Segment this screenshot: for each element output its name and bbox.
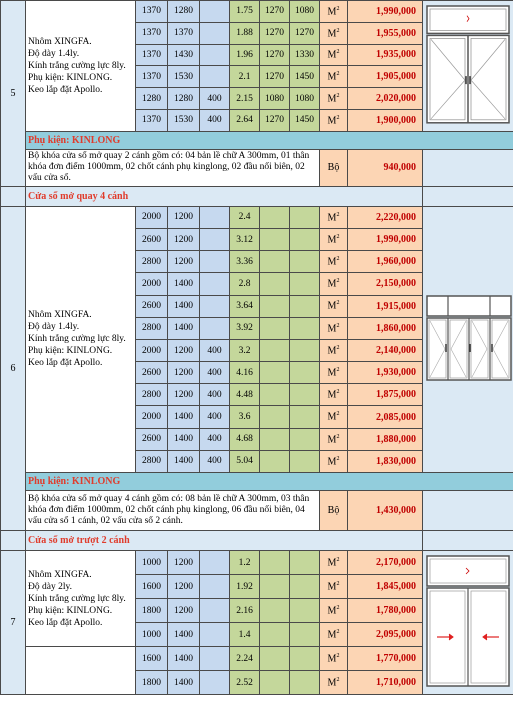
opening-height-cell: 1330 (290, 44, 320, 66)
unit-cell (320, 339, 348, 361)
height-cell: 1400 (168, 647, 200, 671)
width-cell: 2000 (136, 206, 168, 228)
unit-sup: 2 (336, 411, 340, 418)
unit-text: M (327, 389, 337, 401)
table-row (1, 1, 513, 23)
price-cell: 1,935,000 (348, 44, 423, 66)
unit-cell (320, 599, 348, 623)
area-cell: 3.92 (230, 317, 260, 339)
price-cell: 1,930,000 (348, 362, 423, 384)
price-cell: 2,170,000 (348, 551, 423, 575)
unit-sup: 2 (336, 676, 340, 683)
width-cell: 2800 (136, 251, 168, 273)
area-cell: 1.88 (230, 22, 260, 44)
description-line: Nhôm XINGFA. (28, 36, 92, 47)
unit-text: M (327, 93, 337, 105)
unit-sup: 2 (336, 652, 340, 659)
width-cell: 1600 (136, 647, 168, 671)
area-cell: 2.16 (230, 599, 260, 623)
unit-cell (320, 88, 348, 110)
depth-cell: 400 (200, 362, 230, 384)
width-cell: 2800 (136, 384, 168, 406)
description-line: Keo lắp đặt Apollo. (28, 617, 103, 628)
price-cell: 1,770,000 (348, 647, 423, 671)
width-cell: 1370 (136, 1, 168, 23)
opening-width-cell: 1270 (260, 1, 290, 23)
accessory-description: Bộ khóa cửa sổ mở quay 2 cánh gồm có: 04 bản lề chữ A 300mm, 01 thân khóa đơn điểm 1000mm, 02 chốt cánh phụ kinglong, 02 đầu nối biên, 02 vấu cửa sổ. (26, 149, 320, 186)
unit-sup: 2 (336, 300, 340, 307)
height-cell: 1200 (168, 206, 200, 228)
opening-height-cell (290, 599, 320, 623)
price-cell: 1,905,000 (348, 66, 423, 88)
unit-text: M (327, 234, 337, 246)
depth-cell (200, 251, 230, 273)
area-cell: 3.36 (230, 251, 260, 273)
opening-height-cell (290, 206, 320, 228)
depth-cell: 400 (200, 88, 230, 110)
accessory-title-row (1, 473, 513, 491)
opening-width-cell: 1270 (260, 109, 290, 131)
unit-text: M (327, 49, 337, 61)
width-cell: 2000 (136, 406, 168, 428)
height-cell: 1200 (168, 362, 200, 384)
width-cell: 1000 (136, 623, 168, 647)
price-cell: 1,830,000 (348, 450, 423, 472)
accessory-row (1, 149, 513, 186)
product-image (423, 206, 513, 472)
unit-sup: 2 (336, 322, 340, 329)
area-cell: 2.4 (230, 206, 260, 228)
opening-height-cell (290, 406, 320, 428)
price-cell: 1,960,000 (348, 251, 423, 273)
unit-text: M (327, 557, 337, 569)
opening-width-cell (260, 228, 290, 250)
width-cell: 1800 (136, 599, 168, 623)
section-image-cell (423, 531, 513, 551)
height-cell: 1200 (168, 339, 200, 361)
width-cell: 1000 (136, 551, 168, 575)
unit-text: M (327, 629, 337, 641)
area-cell: 4.68 (230, 428, 260, 450)
unit-text: M (327, 581, 337, 593)
depth-cell (200, 66, 230, 88)
opening-width-cell (260, 339, 290, 361)
unit-text: M (327, 433, 337, 445)
height-cell: 1430 (168, 44, 200, 66)
opening-height-cell (290, 647, 320, 671)
unit-text: M (327, 367, 337, 379)
unit-cell (320, 228, 348, 250)
accessory-unit: Bộ (320, 149, 348, 186)
price-cell: 1,780,000 (348, 599, 423, 623)
unit-cell (320, 317, 348, 339)
height-cell: 1200 (168, 551, 200, 575)
depth-cell: 400 (200, 339, 230, 361)
height-cell: 1200 (168, 384, 200, 406)
opening-width-cell (260, 671, 290, 695)
opening-width-cell: 1270 (260, 66, 290, 88)
opening-width-cell (260, 575, 290, 599)
unit-sup: 2 (336, 278, 340, 285)
depth-cell (200, 671, 230, 695)
section-image-cell (423, 186, 513, 206)
opening-width-cell (260, 317, 290, 339)
area-cell: 5.04 (230, 450, 260, 472)
unit-cell (320, 647, 348, 671)
unit-cell (320, 295, 348, 317)
depth-cell (200, 228, 230, 250)
unit-text: M (327, 677, 337, 689)
height-cell: 1400 (168, 317, 200, 339)
width-cell: 1370 (136, 66, 168, 88)
opening-height-cell (290, 362, 320, 384)
area-cell: 4.16 (230, 362, 260, 384)
opening-width-cell (260, 406, 290, 428)
depth-cell (200, 551, 230, 575)
height-cell: 1200 (168, 599, 200, 623)
product-image (423, 551, 513, 695)
unit-sup: 2 (336, 433, 340, 440)
row-number-empty (1, 531, 26, 551)
width-cell: 2600 (136, 295, 168, 317)
row-number: 5 (1, 1, 26, 187)
unit-text: M (327, 322, 337, 334)
price-cell: 2,140,000 (348, 339, 423, 361)
area-cell: 2.52 (230, 671, 260, 695)
width-cell: 2000 (136, 273, 168, 295)
unit-cell (320, 362, 348, 384)
unit-cell (320, 428, 348, 450)
product-description (26, 206, 136, 472)
opening-height-cell (290, 575, 320, 599)
description-line: Nhôm XINGFA. (28, 569, 92, 580)
area-cell: 2.8 (230, 273, 260, 295)
unit-text: M (327, 278, 337, 290)
area-cell: 3.2 (230, 339, 260, 361)
unit-sup: 2 (336, 389, 340, 396)
unit-sup: 2 (336, 556, 340, 563)
width-cell: 2000 (136, 339, 168, 361)
product-description (26, 551, 136, 647)
depth-cell: 400 (200, 428, 230, 450)
area-cell: 2.24 (230, 647, 260, 671)
unit-cell (320, 273, 348, 295)
area-cell: 1.96 (230, 44, 260, 66)
unit-cell (320, 551, 348, 575)
unit-sup: 2 (336, 92, 340, 99)
unit-text: M (327, 212, 337, 224)
description-line: Độ dày 2ly. (28, 581, 72, 592)
unit-text: M (327, 300, 337, 312)
opening-height-cell (290, 551, 320, 575)
price-cell: 1,860,000 (348, 317, 423, 339)
unit-cell (320, 623, 348, 647)
width-cell: 1800 (136, 671, 168, 695)
width-cell: 1600 (136, 575, 168, 599)
width-cell: 1370 (136, 22, 168, 44)
opening-height-cell (290, 671, 320, 695)
opening-height-cell: 1450 (290, 66, 320, 88)
unit-sup: 2 (336, 49, 340, 56)
accessory-image-cell (423, 149, 513, 186)
area-cell: 1.75 (230, 1, 260, 23)
opening-height-cell (290, 228, 320, 250)
width-cell: 2800 (136, 317, 168, 339)
height-cell: 1280 (168, 88, 200, 110)
description-line: Kính trắng cường lực 8ly. (28, 593, 126, 604)
section-title-row (1, 531, 513, 551)
depth-cell (200, 1, 230, 23)
opening-width-cell: 1270 (260, 44, 290, 66)
height-cell: 1400 (168, 623, 200, 647)
opening-height-cell: 1270 (290, 22, 320, 44)
unit-sup: 2 (336, 628, 340, 635)
unit-cell (320, 406, 348, 428)
opening-height-cell (290, 251, 320, 273)
height-cell: 1400 (168, 273, 200, 295)
width-cell: 1370 (136, 109, 168, 131)
accessory-title: Phụ kiện: KINLONG (26, 131, 513, 149)
opening-width-cell (260, 206, 290, 228)
accessory-row (1, 491, 513, 531)
description-line: Kính trắng cường lực 8ly. (28, 334, 126, 345)
description-line: Phụ kiện: KINLONG. (28, 346, 113, 357)
description-line: Keo lắp đặt Apollo. (28, 358, 103, 369)
unit-sup: 2 (336, 211, 340, 218)
area-cell: 1.92 (230, 575, 260, 599)
description-line: Độ dày 1.4ly. (28, 48, 80, 59)
height-cell: 1530 (168, 109, 200, 131)
opening-height-cell (290, 384, 320, 406)
height-cell: 1200 (168, 575, 200, 599)
unit-sup: 2 (336, 71, 340, 78)
area-cell: 3.12 (230, 228, 260, 250)
section-title: Cửa sổ mở trượt 2 cánh (26, 531, 423, 551)
unit-sup: 2 (336, 233, 340, 240)
width-cell: 1370 (136, 44, 168, 66)
depth-cell: 400 (200, 109, 230, 131)
opening-width-cell (260, 551, 290, 575)
opening-width-cell (260, 384, 290, 406)
depth-cell (200, 575, 230, 599)
description-line: Phụ kiện: KINLONG. (28, 72, 113, 83)
area-cell: 3.64 (230, 295, 260, 317)
height-cell: 1400 (168, 406, 200, 428)
opening-height-cell (290, 428, 320, 450)
height-cell: 1400 (168, 450, 200, 472)
accessory-title: Phụ kiện: KINLONG (26, 473, 513, 491)
row-number-empty (1, 186, 26, 206)
unit-cell (320, 66, 348, 88)
accessory-price: 1,430,000 (348, 491, 423, 531)
section-title: Cửa sổ mở quay 4 cánh (26, 186, 423, 206)
unit-sup: 2 (336, 604, 340, 611)
height-cell: 1200 (168, 251, 200, 273)
area-cell: 1.2 (230, 551, 260, 575)
accessory-description: Bộ khóa cửa sổ mở quay 4 cánh gồm có: 08 bản lề chữ A 300mm, 03 thân khóa đơn điểm 1000mm, 02 chốt cánh phụ kinglong, 06 đầu nối biên, 04 vấu cửa sổ 1 cánh, 02 vấu cửa sổ 2 cánh. (26, 491, 320, 531)
unit-sup: 2 (336, 344, 340, 351)
unit-sup: 2 (336, 5, 340, 12)
unit-sup: 2 (336, 256, 340, 263)
area-cell: 4.48 (230, 384, 260, 406)
description-line: Phụ kiện: KINLONG. (28, 605, 113, 616)
unit-cell (320, 575, 348, 599)
depth-cell (200, 599, 230, 623)
width-cell: 2600 (136, 362, 168, 384)
depth-cell: 400 (200, 406, 230, 428)
price-cell: 1,875,000 (348, 384, 423, 406)
depth-cell (200, 273, 230, 295)
opening-height-cell (290, 339, 320, 361)
opening-width-cell: 1080 (260, 88, 290, 110)
window-2-casement-icon (425, 4, 511, 125)
product-description-empty (26, 647, 136, 695)
opening-width-cell (260, 251, 290, 273)
price-cell: 1,845,000 (348, 575, 423, 599)
area-cell: 2.64 (230, 109, 260, 131)
depth-cell (200, 647, 230, 671)
unit-text: M (327, 605, 337, 617)
unit-sup: 2 (336, 114, 340, 121)
product-image (423, 1, 513, 132)
opening-width-cell (260, 428, 290, 450)
unit-text: M (327, 653, 337, 665)
opening-width-cell (260, 273, 290, 295)
unit-cell (320, 671, 348, 695)
opening-height-cell (290, 295, 320, 317)
unit-sup: 2 (336, 580, 340, 587)
row-number: 7 (1, 551, 26, 695)
opening-width-cell (260, 599, 290, 623)
price-cell: 2,085,000 (348, 406, 423, 428)
depth-cell (200, 206, 230, 228)
height-cell: 1400 (168, 295, 200, 317)
unit-cell (320, 109, 348, 131)
price-cell: 1,880,000 (348, 428, 423, 450)
price-cell: 2,150,000 (348, 273, 423, 295)
price-cell: 1,990,000 (348, 1, 423, 23)
description-line: Độ dày 1.4ly. (28, 322, 80, 333)
unit-sup: 2 (336, 455, 340, 462)
accessory-title-row (1, 131, 513, 149)
description-line: Keo lắp đặt Apollo. (28, 84, 103, 95)
opening-width-cell (260, 362, 290, 384)
area-cell: 2.15 (230, 88, 260, 110)
depth-cell (200, 317, 230, 339)
unit-cell (320, 22, 348, 44)
unit-cell (320, 450, 348, 472)
unit-text: M (327, 256, 337, 268)
description-line: Nhôm XINGFA. (28, 310, 92, 321)
height-cell: 1400 (168, 671, 200, 695)
unit-text: M (327, 71, 337, 83)
height-cell: 1200 (168, 228, 200, 250)
unit-text: M (327, 27, 337, 39)
accessory-unit: Bộ (320, 491, 348, 531)
depth-cell (200, 44, 230, 66)
price-cell: 1,990,000 (348, 228, 423, 250)
opening-width-cell: 1270 (260, 22, 290, 44)
accessory-price: 940,000 (348, 149, 423, 186)
price-cell: 1,900,000 (348, 109, 423, 131)
unit-text: M (327, 345, 337, 357)
price-cell: 1,710,000 (348, 671, 423, 695)
depth-cell (200, 623, 230, 647)
area-cell: 3.6 (230, 406, 260, 428)
price-cell: 1,915,000 (348, 295, 423, 317)
opening-width-cell (260, 647, 290, 671)
table-row (1, 551, 513, 575)
opening-width-cell (260, 450, 290, 472)
opening-width-cell (260, 295, 290, 317)
table-row (1, 206, 513, 228)
opening-height-cell: 1080 (290, 88, 320, 110)
accessory-image-cell (423, 491, 513, 531)
unit-sup: 2 (336, 367, 340, 374)
unit-text: M (327, 411, 337, 423)
unit-text: M (327, 6, 337, 18)
description-line: Kính trắng cường lực 8ly. (28, 60, 126, 71)
price-cell: 2,095,000 (348, 623, 423, 647)
unit-cell (320, 44, 348, 66)
window-4-casement-icon (425, 294, 513, 382)
product-description (26, 1, 136, 132)
height-cell: 1280 (168, 1, 200, 23)
opening-height-cell: 1080 (290, 1, 320, 23)
opening-height-cell: 1450 (290, 109, 320, 131)
unit-sup: 2 (336, 27, 340, 34)
unit-text: M (327, 115, 337, 127)
unit-cell (320, 384, 348, 406)
unit-cell (320, 251, 348, 273)
opening-height-cell (290, 623, 320, 647)
unit-cell (320, 206, 348, 228)
sliding-window-icon (425, 554, 511, 688)
depth-cell: 400 (200, 384, 230, 406)
section-title-row (1, 186, 513, 206)
width-cell: 2600 (136, 228, 168, 250)
unit-cell (320, 1, 348, 23)
depth-cell (200, 22, 230, 44)
unit-text: M (327, 456, 337, 468)
depth-cell: 400 (200, 450, 230, 472)
opening-height-cell (290, 450, 320, 472)
area-cell: 1.4 (230, 623, 260, 647)
width-cell: 2600 (136, 428, 168, 450)
price-cell: 2,220,000 (348, 206, 423, 228)
row-number: 6 (1, 206, 26, 530)
area-cell: 2.1 (230, 66, 260, 88)
depth-cell (200, 295, 230, 317)
width-cell: 2800 (136, 450, 168, 472)
price-cell: 1,955,000 (348, 22, 423, 44)
opening-width-cell (260, 623, 290, 647)
opening-height-cell (290, 273, 320, 295)
height-cell: 1400 (168, 428, 200, 450)
height-cell: 1370 (168, 22, 200, 44)
width-cell: 1280 (136, 88, 168, 110)
price-cell: 2,020,000 (348, 88, 423, 110)
height-cell: 1530 (168, 66, 200, 88)
opening-height-cell (290, 317, 320, 339)
